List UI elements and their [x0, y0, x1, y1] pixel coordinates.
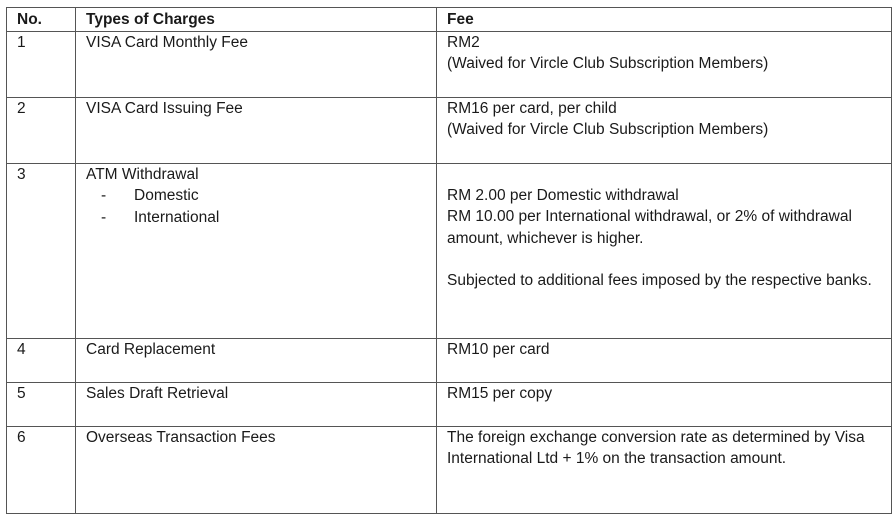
sub-item-international	[86, 207, 426, 229]
table-row	[7, 31, 892, 97]
charge-type: Sales Draft Retrieval	[76, 382, 437, 426]
fee-line: RM 2.00 per Domestic withdrawal	[447, 186, 679, 204]
spacer	[447, 249, 881, 270]
table-row	[7, 97, 892, 163]
fee-line: (Waived for Vircle Club Subscription Members)	[447, 121, 769, 138]
row-number: 2	[7, 97, 76, 163]
fee-line: The foreign exchange conversion rate as determined by Visa International Ltd + 1% on the transaction amount.	[447, 428, 865, 467]
charge-type: VISA Card Monthly Fee	[76, 31, 437, 97]
fee-cell	[437, 163, 892, 338]
fee-cell	[437, 338, 892, 382]
fee-cell	[437, 382, 892, 426]
table-row	[7, 163, 892, 338]
header-no: No.	[7, 8, 76, 32]
header-types-of-charges: Types of Charges	[76, 8, 437, 32]
fee-cell	[437, 31, 892, 97]
spacer	[447, 164, 881, 185]
charge-type-cell	[76, 163, 437, 338]
fee-cell	[437, 426, 892, 513]
sub-item-label: International	[134, 208, 220, 226]
row-number: 4	[7, 338, 76, 382]
dash-marker: -	[101, 187, 107, 204]
fee-cell	[437, 97, 892, 163]
table-row	[7, 338, 892, 382]
sub-item-domestic	[86, 185, 426, 207]
fee-line: RM2	[447, 33, 480, 51]
sub-item-label: Domestic	[134, 187, 199, 204]
table-row	[7, 382, 892, 426]
fee-note: Subjected to additional fees imposed by the respective banks.	[447, 272, 872, 289]
charge-type: ATM Withdrawal	[86, 165, 199, 183]
fees-table	[6, 7, 892, 514]
row-number: 5	[7, 382, 76, 426]
fee-line: RM10 per card	[447, 340, 550, 358]
row-number: 1	[7, 31, 76, 97]
fee-line: RM15 per copy	[447, 384, 553, 402]
fee-line: RM16 per card, per child	[447, 99, 617, 117]
charge-type: Overseas Transaction Fees	[76, 426, 437, 513]
row-number: 6	[7, 426, 76, 513]
header-fee: Fee	[437, 8, 892, 32]
charge-type: VISA Card Issuing Fee	[76, 97, 437, 163]
table-row	[7, 426, 892, 513]
fee-line: RM 10.00 per International withdrawal, or 2% of withdrawal amount, whichever is higher.	[447, 208, 852, 247]
dash-marker: -	[101, 208, 107, 226]
charge-type: Card Replacement	[76, 338, 437, 382]
fee-line: (Waived for Vircle Club Subscription Members)	[447, 55, 769, 72]
table-header-row	[7, 8, 892, 32]
row-number: 3	[7, 163, 76, 338]
